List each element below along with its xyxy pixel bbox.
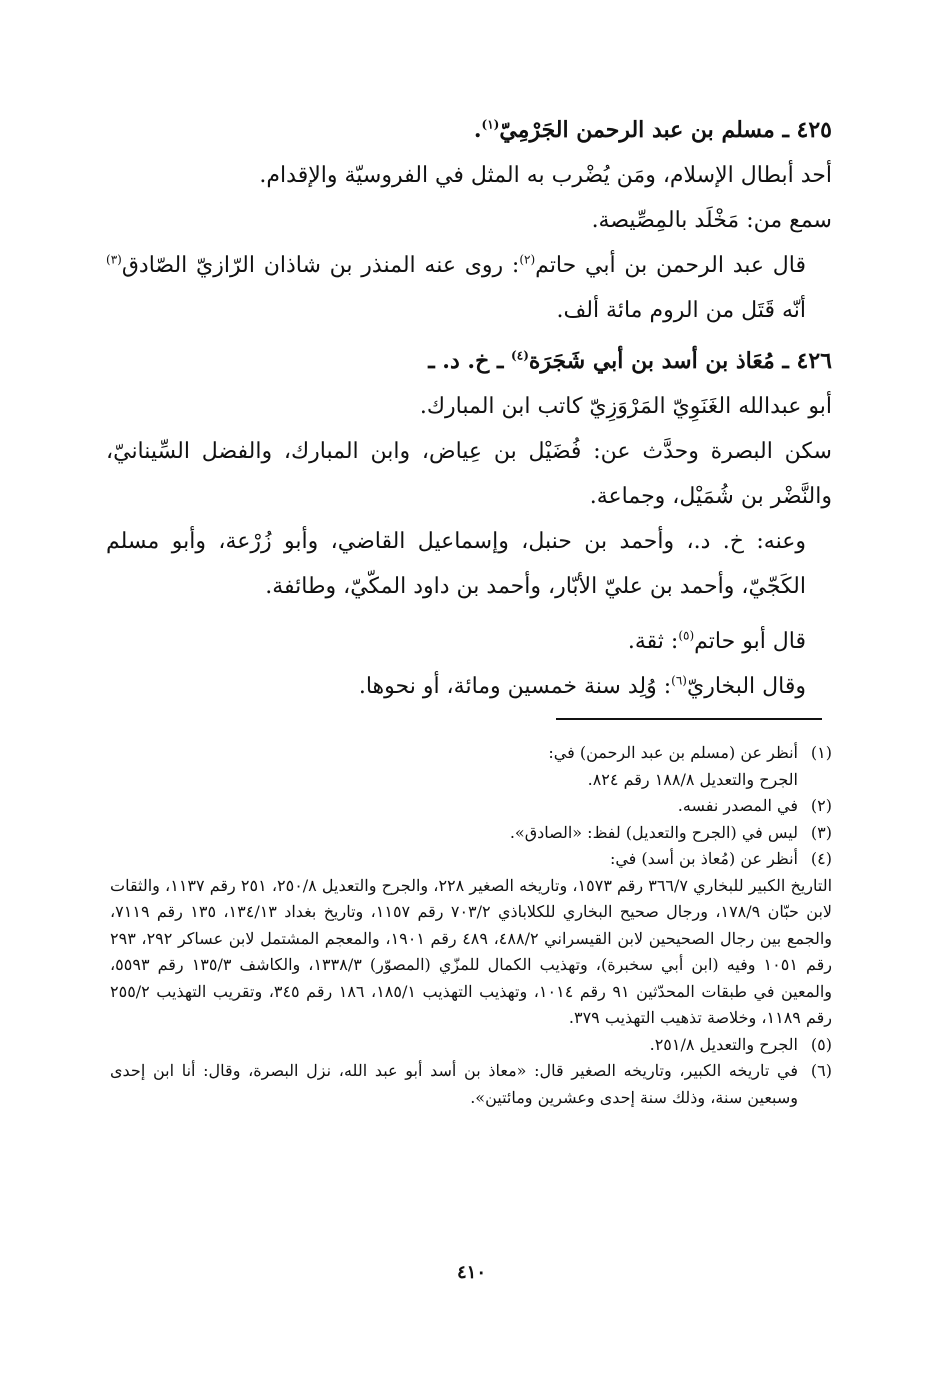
- entry-425-footnote-ref: (١): [481, 117, 500, 132]
- footnote-5: [110, 1032, 832, 1059]
- entry-426-line-4-ref: (٥): [678, 628, 695, 643]
- footnote-number: (٤): [810, 849, 832, 868]
- entry-425-line-2: سمع من: مَخْلَد بالمِصِّيصة.: [591, 208, 832, 233]
- footnote-3-text: ليس في (الجرح والتعديل) لفظ: «الصادق».: [509, 822, 798, 842]
- footnote-4-sources: التاريخ الكبير للبخاري ٣٦٦/٧ رقم ١٥٧٣، وتاريخه الصغير ٢٢٨، والجرح والتعديل ٢٥٠/٨، ٢٥١ رقم ١١٣٧، والثقات لابن حبّان ١٧٨/٩، ورجال صحيح البخاري للكلاباذي ٧٠٣/٢ رقم ١١٥٧، وتاريخ بغداد ١٣٤/١٣، ١٣٥ رقم ٧١١٩، والجمع بين رجال الصحيحين لابن القيسراني ٤٨٨/٢، ٤٨٩ رقم ١٩٠١، والمعجم المشتمل لابن عساكر ٢٩٢، ٢٩٣ رقم ١٠٥١ وفيه (ابن أبي سخبرة)، وتهذيب الكمال للمزّي (المصوّر) ١٣٣٨/٣، والكاشف ١٣٥/٣ رقم ٥٥٩٣، والمعين في طبقات المحدّثين ٩١ رقم ١٠١٤، وتهذيب التهذيب ١٨٥/١، ١٨٦ رقم ٣٤٥، وتقريب التهذيب ٢٥٥/٢ رقم ١١٨٩، وخلاصة تذهيب التهذيب ٣٧٩.: [110, 875, 833, 1027]
- entry-425-title: ٤٢٥ ـ مسلم بن عبد الرحمن الجَرْمِيّ: [499, 117, 832, 143]
- page-number: ٤١٠: [456, 1262, 486, 1283]
- footnote-1-line-2: الجرح والتعديل ١٨٨/٨ رقم ٨٢٤.: [587, 769, 798, 789]
- entry-426-line-1: أبو عبدالله الغَنَوِيّ المَرْوَزِيّ كاتب ابن المبارك.: [419, 394, 832, 419]
- footnote-1: [110, 740, 832, 793]
- entry-426-heading: [106, 339, 832, 384]
- footnote-divider: [556, 718, 822, 720]
- entry-425-line-3: [106, 243, 832, 333]
- main-text: [106, 108, 832, 709]
- entry-425-line-3-ref2: (٣): [106, 252, 122, 267]
- footnote-3: [110, 820, 832, 847]
- entry-426-title: ٤٢٦ ـ مُعَاذ بن أسد بن أبي شَجَرَة: [528, 348, 832, 374]
- footnote-6-text: في تاريخه الكبير، وتاريخه الصغير قال: «معاذ بن أسد أبو عبد الله، نزل البصرة، وقال: أنا ابن إحدى وسبعين سنة، وذلك سنة إحدى وعشرين ومائتين».: [110, 1061, 798, 1107]
- entry-425-line-3-a: قال عبد الرحمن بن أبي حاتم: [535, 253, 806, 278]
- entry-426-heading-end: ـ خ. د. ـ: [428, 348, 512, 374]
- spacer: [106, 609, 832, 619]
- footnote-text: [110, 740, 798, 793]
- footnote-2-text: في المصدر نفسه.: [677, 796, 798, 815]
- entry-426-footnote-ref: (٤): [511, 348, 529, 363]
- footnote-number: (٢): [810, 796, 832, 815]
- entry-426-line-5-ref: (٦): [671, 673, 687, 688]
- footnote-number: (٦): [810, 1061, 832, 1080]
- footnote-number: (٥): [810, 1034, 832, 1054]
- entry-426-line-3: وعنه: خ. د.، وأحمد بن حنبل، وإسماعيل القاضي، وأبو زُرْعة، وأبو مسلم الكَجّيّ، وأحمد بن عليّ الأبّار، وأحمد بن داود المكّيّ، وطائفة.: [106, 529, 806, 599]
- footnote-number: (٣): [810, 822, 832, 842]
- footnote-4: [110, 846, 832, 873]
- entry-425-line-3-b: : روى عنه المنذر بن شاذان الرّازيّ الصّادق: [121, 253, 520, 278]
- footnotes: [110, 740, 832, 1111]
- entry-425-heading: [106, 108, 832, 153]
- entry-425-line-3-c: أنّه قَتَل من الروم مائة ألف.: [556, 298, 806, 323]
- entry-425-line-3-ref: (٢): [519, 252, 536, 267]
- entry-426-line-4: [106, 619, 832, 664]
- footnote-5-text: الجرح والتعديل ٢٥١/٨.: [649, 1034, 798, 1054]
- footnote-number: (١): [810, 743, 832, 762]
- footnote-6: [110, 1058, 832, 1111]
- footnote-2: [110, 793, 832, 820]
- entry-426-line-4-a: قال أبو حاتم: [694, 629, 806, 654]
- entry-426-line-2: سكن البصرة وحدَّث عن: فُضَيْل بن عِياض، وابن المبارك، والفضل السِّينانيّ، والنَّضْر بن شُمَيْل، وجماعة.: [106, 439, 832, 509]
- entry-425-line-1: أحد أبطال الإسلام، ومَن يُضْرب به المثل في الفروسيّة والإقدام.: [259, 163, 832, 188]
- entry-426-line-5: [106, 664, 832, 709]
- entry-425-heading-end: .: [473, 117, 482, 143]
- footnote-4-line-1: أنظر عن (مُعاذ بن أسد) في:: [609, 849, 798, 868]
- footnote-1-line-1: أنظر عن (مسلم بن عبد الرحمن) في:: [548, 743, 798, 762]
- footnote-text: [110, 846, 798, 873]
- entry-426-line-5-a: وقال البخاريّ: [686, 674, 806, 699]
- entry-426-line-5-b: : وُلِد سنة خمسين ومائة، أو نحوها.: [358, 674, 672, 699]
- entry-426-line-4-b: : ثقة.: [627, 629, 679, 654]
